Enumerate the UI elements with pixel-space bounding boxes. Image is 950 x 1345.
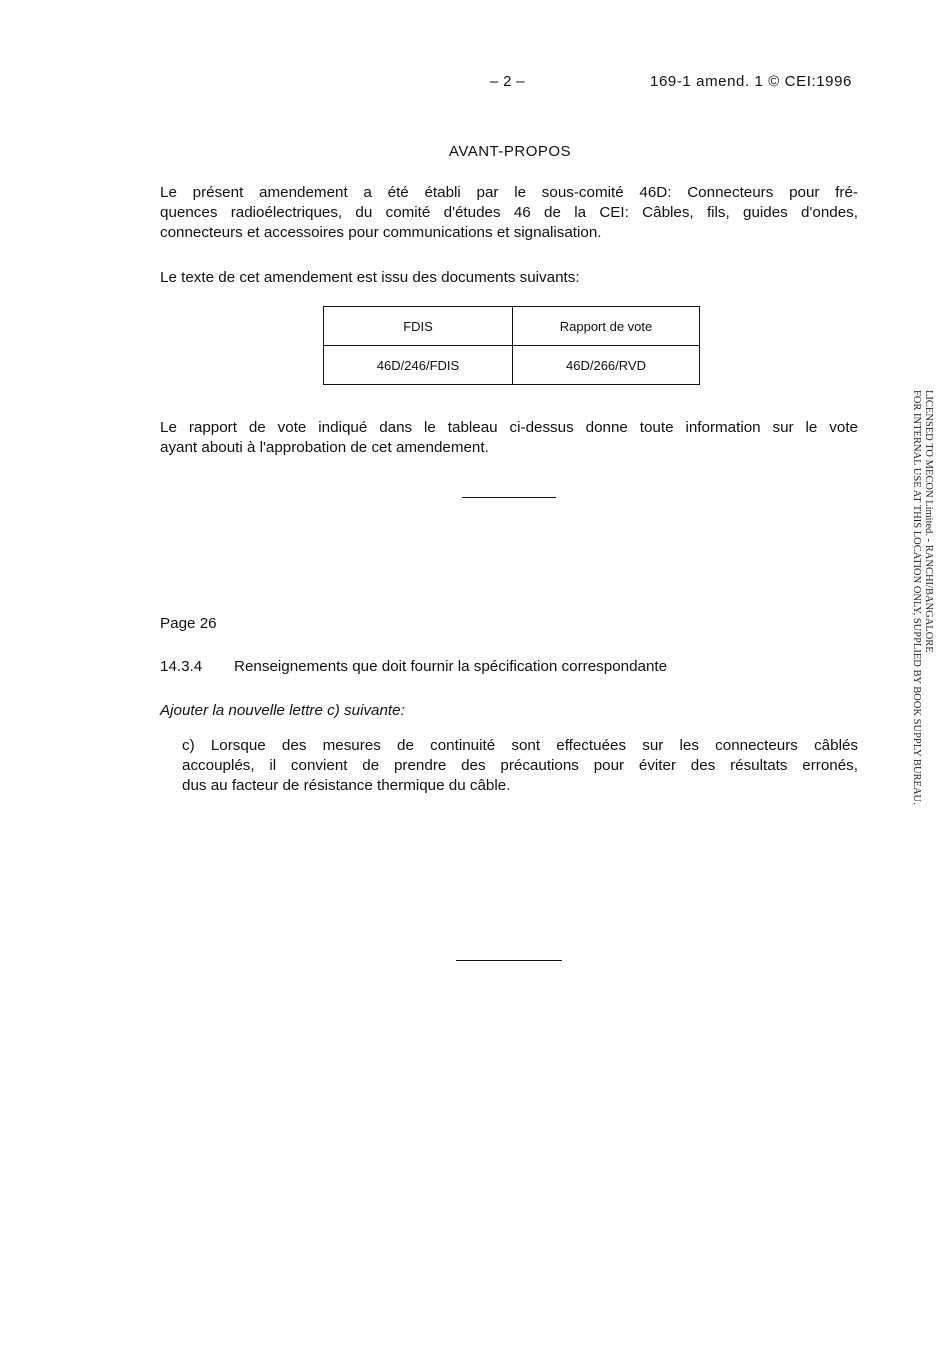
paragraph-line: ayant abouti à l'approbation de cet amendement.: [160, 439, 489, 456]
paragraph-line: Le rapport de vote indiqué dans le tableau ci-dessus donne toute information sur le vote: [160, 419, 858, 436]
paragraph-line: accouplés, il convient de prendre des précautions pour éviter des résultats erronés,: [182, 757, 858, 774]
paragraph-line: c) Lorsque des mesures de continuité sont effectuées sur les connecteurs câblés: [182, 737, 858, 754]
clause-title: Renseignements que doit fournir la spécification correspondante: [234, 658, 668, 675]
paragraph-line: dus au facteur de résistance thermique du câble.: [182, 777, 511, 794]
foreword-title: AVANT-PROPOS: [448, 143, 572, 160]
list-item-c: [182, 736, 858, 796]
clause-number: 14.3.4: [160, 658, 203, 675]
paragraph-line: quences radioélectriques, du comité d'études 46 de la CEI: Câbles, fils, guides d'ondes,: [160, 204, 858, 221]
document-reference: 169-1 amend. 1 © CEI:1996: [650, 73, 853, 90]
page-reference: Page 26: [160, 615, 217, 632]
amendment-instruction: Ajouter la nouvelle lettre c) suivante:: [160, 702, 405, 719]
license-line-1: LICENSED TO MECON Limited. - RANCHI/BANGALORE: [923, 390, 934, 653]
license-watermark: [910, 390, 934, 805]
voting-documents-table: [323, 306, 700, 385]
table-header-cell: FDIS: [324, 307, 513, 346]
table-row: [324, 346, 700, 385]
foreword-paragraph-3: [160, 418, 858, 458]
foreword-paragraph-1: [160, 183, 858, 243]
table-header-cell: Rapport de vote: [513, 307, 700, 346]
table-cell: 46D/246/FDIS: [324, 346, 513, 385]
page-number: – 2 –: [490, 73, 525, 90]
table-cell: 46D/266/RVD: [513, 346, 700, 385]
license-line-2: FOR INTERNAL USE AT THIS LOCATION ONLY, SUPPLIED BY BOOK SUPPLY BUREAU.: [911, 390, 922, 805]
paragraph-line: connecteurs et accessoires pour communications et signalisation.: [160, 224, 602, 241]
end-divider: [456, 960, 562, 961]
foreword-paragraph-2: Le texte de cet amendement est issu des documents suivants:: [160, 269, 580, 286]
paragraph-line: Le présent amendement a été établi par le sous-comité 46D: Connecteurs pour fré-: [160, 184, 858, 201]
section-divider: [462, 497, 556, 498]
table-header-row: [324, 307, 700, 346]
